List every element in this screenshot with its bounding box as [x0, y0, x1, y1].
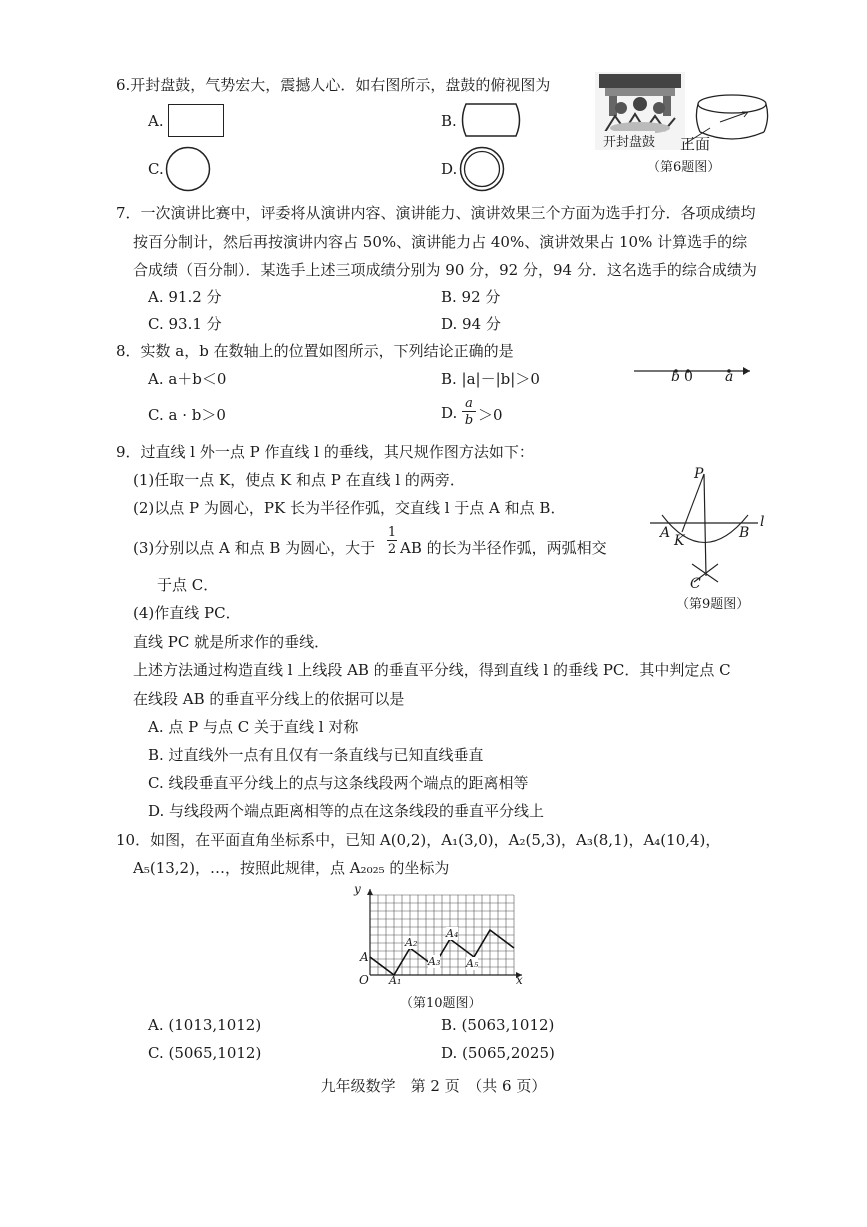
q7-option-d: D. 94 分 — [441, 315, 501, 333]
q9-option-a: A. 点 P 与点 C 关于直线 l 对称 — [148, 718, 359, 736]
q9-step-2: (2)以点 P 为圆心，PK 长为半径作弧，交直线 l 于点 A 和点 B． — [133, 499, 566, 517]
q9-option-b: B. 过直线外一点有且仅有一条直线与已知直线垂直 — [148, 746, 484, 764]
q6-option-a: A. — [148, 112, 164, 130]
q9-step-3-rest: AB 的长为半径作弧，两弧相交 — [400, 539, 607, 557]
q9-step-1: (1)任取一点 K，使点 K 和点 P 在直线 l 的两旁． — [133, 471, 465, 489]
q9-label-k: K — [674, 533, 685, 549]
q6-option-d-double-circle — [459, 146, 505, 192]
q10-option-c: C. (5065,1012) — [148, 1044, 262, 1062]
q8-option-d-tail: ＞0 — [478, 406, 503, 424]
number-line-label-0: 0 — [684, 369, 693, 385]
q10-label-a5: A₅ — [466, 957, 479, 970]
q10-line-2: A₅(13,2)，…，按照此规律，点 A₂₀₂₅ 的坐标为 — [133, 859, 450, 877]
q10-label-a3: A₃ — [428, 955, 441, 968]
q9-step-3: (3)分别以点 A 和点 B 为圆心，大于 — [133, 539, 376, 557]
q6-option-b-shape — [458, 101, 524, 139]
q7-line-2: 按百分制计，然后再按演讲内容占 50%、演讲能力占 40%、演讲效果占 10% 计算选手的综 — [133, 233, 748, 251]
q10-label-y: y — [354, 882, 361, 896]
q9-step-3-continued: 于点 C． — [157, 576, 219, 594]
q6-option-d: D. — [441, 160, 458, 178]
number-line — [634, 362, 756, 384]
q9-conclusion: 直线 PC 就是所求作的垂线． — [133, 633, 330, 651]
q8-option-d-numerator: a — [462, 396, 476, 412]
q8-option-a: A. a＋b＜0 — [148, 370, 227, 388]
q9-fraction-denominator: 2 — [387, 542, 397, 557]
q10-label-x: x — [516, 973, 523, 987]
q6-stem: 6.开封盘鼓，气势宏大，震撼人心．如右图所示，盘鼓的俯视图为 — [116, 76, 551, 94]
q9-label-a: A — [660, 525, 671, 541]
q9-paragraph-line-2: 在线段 AB 的垂直平分线上的依据可以是 — [133, 690, 405, 708]
q9-fraction-numerator: 1 — [387, 525, 397, 540]
q6-option-a-rectangle — [168, 104, 224, 137]
front-label: 正面 — [680, 135, 711, 153]
q10-option-b: B. (5063,1012) — [441, 1016, 555, 1034]
q9-label-c: C — [690, 576, 701, 592]
q6-figure-caption: （第6题图） — [647, 160, 721, 175]
q9-label-p: P — [694, 466, 704, 482]
q10-figure-caption: （第10题图） — [400, 996, 482, 1011]
q10-label-a4: A₄ — [446, 927, 459, 940]
number-line-label-b: b — [671, 369, 680, 385]
q8-stem: 8．实数 a，b 在数轴上的位置如图所示，下列结论正确的是 — [116, 342, 514, 360]
q8-option-c: C. a · b＞0 — [148, 406, 226, 424]
q10-line-1: 10．如图，在平面直角坐标系中，已知 A(0,2)，A₁(3,0)，A₂(5,3)，A₃(8,1)，A₄(10,4)， — [116, 831, 721, 849]
q10-option-d: D. (5065,2025) — [441, 1044, 555, 1062]
q7-option-b: B. 92 分 — [441, 288, 501, 306]
q8-option-d: D. — [441, 404, 458, 422]
q10-label-o: O — [359, 973, 369, 987]
q7-option-a: A. 91.2 分 — [148, 288, 222, 306]
q7-line-3: 合成绩（百分制）．某选手上述三项成绩分别为 90 分，92 分，94 分．这名选手的综合成绩为 — [133, 261, 757, 279]
q7-line-1: 7．一次演讲比赛中，评委将从演讲内容、演讲能力、演讲效果三个方面为选手打分．各项成绩均 — [116, 204, 756, 222]
q9-figure-caption: （第9题图） — [676, 597, 750, 612]
q9-paragraph-line-1: 上述方法通过构造直线 l 上线段 AB 的垂直平分线，得到直线 l 的垂线 PC．其中判定点 C — [133, 661, 731, 679]
q10-coordinate-grid — [350, 885, 530, 990]
q10-label-a1: A₁ — [389, 974, 402, 987]
q9-option-d: D. 与线段两个端点距离相等的点在这条线段的垂直平分线上 — [148, 802, 545, 820]
q10-option-a: A. (1013,1012) — [148, 1016, 262, 1034]
q8-option-b: B. |a|－|b|＞0 — [441, 370, 540, 388]
q7-option-c: C. 93.1 分 — [148, 315, 222, 333]
q6-option-c-circle — [165, 146, 211, 192]
q9-stem: 9．过直线 l 外一点 P 作直线 l 的垂线，其尺规作图方法如下： — [116, 443, 534, 461]
q9-label-b: B — [739, 525, 750, 541]
q9-label-l: l — [760, 514, 765, 530]
q10-label-a2: A₂ — [405, 936, 418, 949]
q10-label-a: A — [360, 950, 369, 964]
q8-option-d-denominator: b — [464, 413, 474, 428]
q9-option-c: C. 线段垂直平分线上的点与这条线段两个端点的距离相等 — [148, 774, 529, 792]
q6-option-b: B. — [441, 112, 457, 130]
q9-step-4: (4)作直线 PC． — [133, 604, 241, 622]
photo-caption-text: 开封盘鼓 — [603, 131, 655, 150]
page-footer: 九年级数学 第 2 页 （共 6 页） — [320, 1077, 547, 1095]
q6-option-c: C. — [148, 160, 164, 178]
number-line-label-a: a — [725, 369, 734, 385]
